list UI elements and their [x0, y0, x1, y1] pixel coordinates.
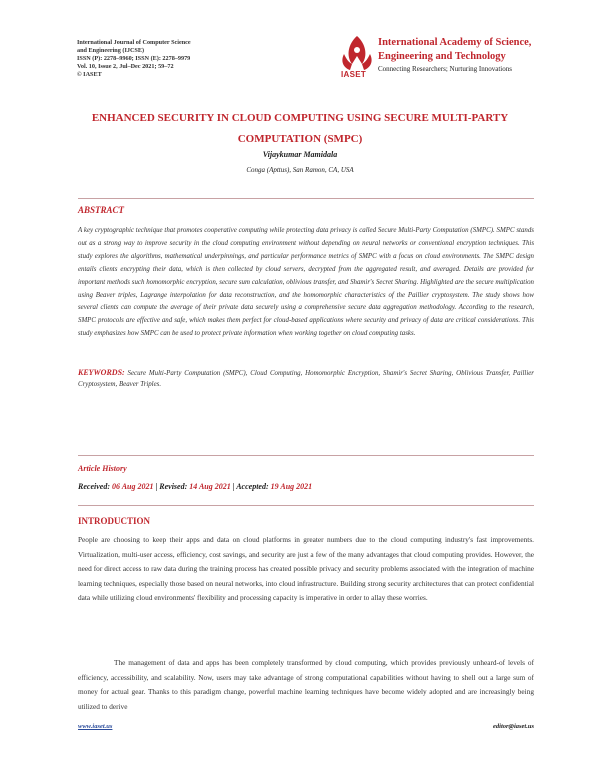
abstract-heading: ABSTRACT — [78, 205, 125, 215]
title-line2: COMPUTATION (SMPC) — [237, 133, 363, 145]
paper-title — [60, 108, 540, 150]
affiliation: Conga (Apttus), San Ramon, CA, USA — [246, 166, 354, 174]
journal-line: © IASET — [77, 71, 102, 78]
article-dates — [78, 482, 312, 491]
accepted-date: 19 Aug 2021 — [270, 482, 313, 491]
received-date: 06 Aug 2021 — [111, 482, 154, 491]
keywords-text: Secure Multi-Party Computation (SMPC), Cloud Computing, Homomorphic Encryption, Shamir's Secret Sharing, Oblivious Transfer, Paillier Cryptosystem, Beaver Triples. — [78, 370, 534, 388]
author: Vijaykumar Mamidala — [262, 150, 338, 159]
accepted-label: Accepted: — [236, 482, 269, 491]
divider — [78, 455, 534, 456]
intro-paragraph: People are choosing to keep their apps and data on cloud platforms in greater numbers due to the cloud computing industry's fast improvements. Virtualization, multi-user access, efficiency, cost savings, and security are just a few of the many advantages that cloud computing provides. However, the need for direct access to raw data during the training process has created possible privacy and security problems associated with the integration of machine learning techniques, especially those based on neural networks, into cloud infrastructure. Building strong security architectures that can protect confidential data while utilizing cloud environments' flexibility and processing capacity is imperative in order to allay these worries. — [78, 535, 534, 603]
keywords-label: KEYWORDS: — [78, 368, 125, 377]
org-tagline: Connecting Researchers; Nurturing Innovations — [378, 65, 512, 73]
introduction-heading: INTRODUCTION — [78, 516, 151, 526]
journal-line: International Journal of Computer Science — [77, 39, 191, 46]
received-label: Received: — [78, 482, 110, 491]
title-line1: ENHANCED SECURITY IN CLOUD COMPUTING USING SECURE MULTI-PARTY — [91, 112, 509, 124]
keywords — [78, 367, 534, 390]
revised-date: 14 Aug 2021 — [189, 482, 231, 491]
journal-line: Vol. 10, Issue 2, Jul–Dec 2021; 59–72 — [77, 63, 174, 70]
website-link[interactable]: www.iaset.us — [78, 723, 113, 730]
org-name-line2: Engineering and Technology — [378, 51, 506, 62]
editor-email[interactable]: editor@iaset.us — [493, 723, 534, 730]
org-name-line1: International Academy of Science, — [378, 37, 532, 48]
journal-line: ISSN (P): 2278–9960; ISSN (E): 2278–9979 — [77, 55, 191, 62]
divider — [78, 198, 534, 199]
article-history-heading: Article History — [78, 464, 127, 473]
journal-line: and Engineering (IJCSE) — [77, 47, 145, 54]
intro-paragraph: The management of data and apps has been completely transformed by cloud computing, which provides previously unheard-of levels of efficiency, accessibility, and scalability. Now, users may take advantage of strong computational capabilities without having to shell out a large sum of money for actual gear. Thanks to this paradigm change, powerful machine learning techniques have become widely adopted and are increasingly being utilized to derive — [78, 658, 534, 711]
logo-text: IASET — [341, 70, 367, 79]
revised-label: Revised: — [159, 482, 188, 491]
separator: | — [232, 482, 235, 491]
journal-info — [77, 39, 277, 79]
abstract-text: A key cryptographic technique that promotes cooperative computing while protecting data privacy is called Secure Multi-Party Computation (SMPC). SMPC stands out as a strong way to improve security in the cloud computing environment without depending on neural networks or conventional encryption techniques. This study explores the algorithms, mathematical underpinnings, and particular performance metrics of SMPC with a focus on cloud environments. The SMPC design entails clients encrypting their data, which is then collected by cloud servers, decrypted from the aggregated result, and averaged. Details are provided for important methods such homomorphic encryption, secure sum calculation, oblivious transfer, and Shamir's Secret Sharing. Highlighted are the secure multiplication using Beaver triples, Lagrange interpolation for data reconstruction, and the homomorphic characteristics of the Paillier cryptosystem. The study shows how several clients can compute the average of their private data securely using a comprehensive secure data aggregation methodology. According to the research, SMPC protocols are effective and safe, which makes them perfect for cloud-based applications where security and privacy of data are critical considerations. This study emphasizes how SMPC can be used to protect private information when working together on cloud computing tasks. — [78, 227, 534, 338]
org-block — [378, 36, 531, 74]
divider — [78, 505, 534, 506]
separator: | — [155, 482, 158, 491]
